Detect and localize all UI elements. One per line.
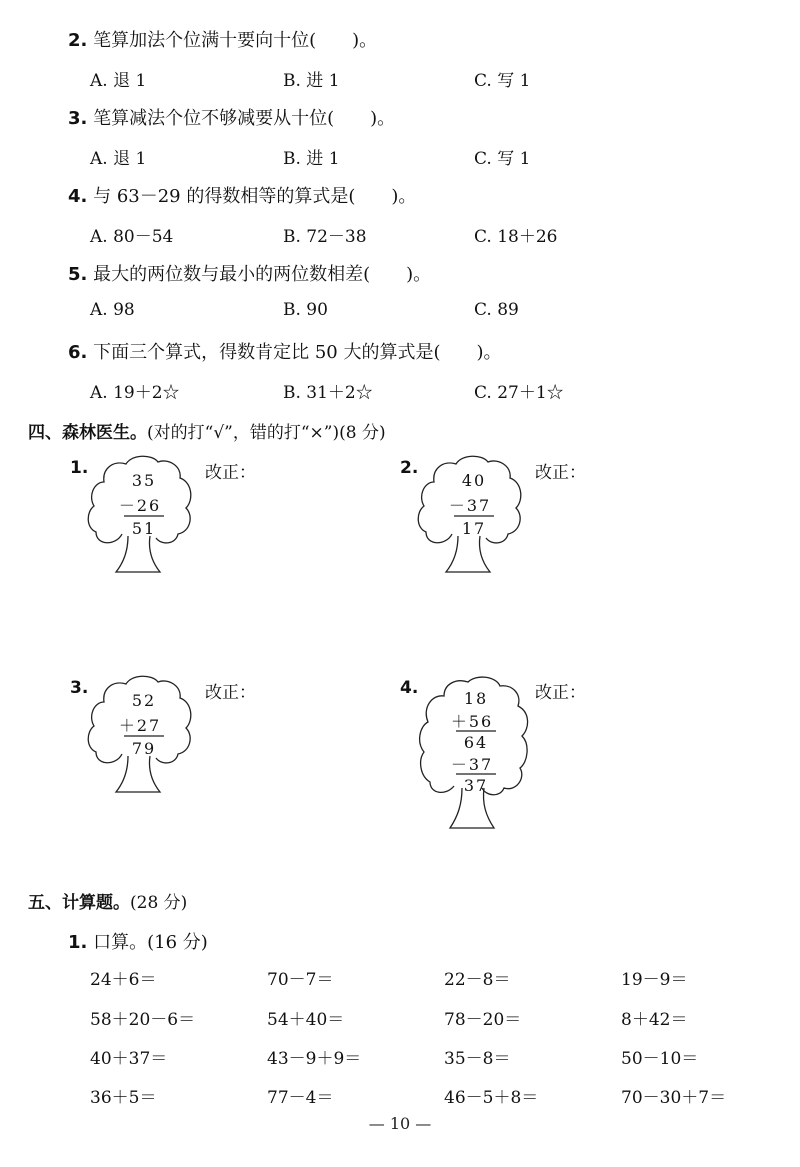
question-text: 最大的两位数与最小的两位数相差( )。	[93, 264, 432, 285]
oral-calc-item[interactable]: 35－8＝	[444, 1049, 511, 1069]
question-number: 5.	[68, 264, 88, 285]
tree-number: 3.	[70, 678, 89, 698]
calc-line: 37	[463, 776, 489, 795]
option-c[interactable]: C. 写 1	[474, 149, 531, 169]
oral-calc-item[interactable]: 50－10＝	[621, 1049, 699, 1069]
option-b[interactable]: B. 进 1	[283, 71, 340, 91]
calc-line: 18	[463, 689, 489, 708]
tree-trunk	[116, 536, 160, 572]
oral-calc-item[interactable]: 70－7＝	[267, 970, 334, 990]
question-number: 3.	[68, 108, 88, 129]
section-note: (对的打“√”，错的打“×”)(8 分)	[147, 423, 386, 443]
tree-number: 4.	[400, 678, 419, 698]
question-number: 2.	[68, 30, 88, 51]
subsection-number: 1.	[68, 932, 88, 953]
calc-line: 51	[131, 519, 157, 538]
section-score: (28 分)	[130, 893, 188, 913]
correction-label: 改正：	[535, 463, 586, 483]
page-number: — 10 —	[368, 1114, 432, 1133]
calc-line: 79	[131, 739, 157, 758]
tree-1-illustration	[86, 452, 198, 578]
oral-calc-item[interactable]: 24＋6＝	[90, 970, 157, 990]
option-c[interactable]: C. 18＋26	[474, 227, 558, 247]
question-text: 下面三个算式，得数肯定比 50 大的算式是( )。	[93, 342, 502, 363]
tree-number: 1.	[70, 458, 89, 478]
oral-calc-item[interactable]: 8＋42＝	[621, 1010, 688, 1030]
oral-calc-item[interactable]: 46－5＋8＝	[444, 1088, 539, 1108]
question-text: 笔算减法个位不够减要从十位( )。	[93, 108, 396, 129]
option-b[interactable]: B. 31＋2☆	[283, 383, 373, 403]
oral-calc-item[interactable]: 22－8＝	[444, 970, 511, 990]
oral-calc-item[interactable]: 58＋20－6＝	[90, 1010, 196, 1030]
tree-2-illustration	[416, 452, 528, 578]
oral-calc-item[interactable]: 19－9＝	[621, 970, 688, 990]
option-a[interactable]: A. 80－54	[90, 227, 174, 247]
section-5-heading	[28, 888, 187, 913]
oral-calc-item[interactable]: 54＋40＝	[267, 1010, 345, 1030]
tree-trunk	[116, 756, 160, 792]
option-c[interactable]: C. 27＋1☆	[474, 383, 564, 403]
question-number: 4.	[68, 186, 88, 207]
tree-3-illustration	[86, 672, 198, 798]
question-number: 6.	[68, 342, 88, 363]
subsection-oral-calc	[68, 928, 208, 954]
calc-line: －26	[118, 496, 162, 515]
oral-calc-item[interactable]: 78－20＝	[444, 1010, 522, 1030]
oral-calc-item[interactable]: 40＋37＝	[90, 1049, 168, 1069]
tree-trunk	[446, 536, 490, 572]
calc-line: 17	[461, 519, 487, 538]
oral-calc-item[interactable]: 77－4＝	[267, 1088, 334, 1108]
section-title: 五、计算题。	[28, 893, 130, 913]
option-a[interactable]: A. 退 1	[90, 71, 147, 91]
section-title: 四、森林医生。	[28, 423, 147, 443]
tree-number: 2.	[400, 458, 419, 478]
calc-line: 35	[131, 471, 157, 490]
question-text: 笔算加法个位满十要向十位( )。	[93, 30, 378, 51]
subsection-title: 口算。(16 分)	[93, 932, 208, 953]
option-a[interactable]: A. 退 1	[90, 149, 147, 169]
calc-line: －37	[450, 755, 494, 774]
calc-line: 52	[131, 691, 157, 710]
oral-calc-item[interactable]: 36＋5＝	[90, 1088, 157, 1108]
oral-calc-item[interactable]: 43－9＋9＝	[267, 1049, 362, 1069]
oral-calc-item[interactable]: 70－30＋7＝	[621, 1088, 727, 1108]
calc-line: ＋27	[118, 716, 162, 735]
option-b[interactable]: B. 72－38	[283, 227, 367, 247]
calc-line: ＋56	[450, 712, 494, 731]
section-4-heading	[28, 418, 386, 443]
option-c[interactable]: C. 写 1	[474, 71, 531, 91]
correction-label: 改正：	[535, 683, 586, 703]
question-text: 与 63－29 的得数相等的算式是( )。	[93, 186, 417, 207]
option-b[interactable]: B. 90	[283, 300, 328, 320]
option-b[interactable]: B. 进 1	[283, 149, 340, 169]
calc-line: 64	[463, 733, 489, 752]
option-a[interactable]: A. 19＋2☆	[90, 383, 180, 403]
correction-label: 改正：	[205, 683, 256, 703]
option-c[interactable]: C. 89	[474, 300, 519, 320]
tree-4-illustration	[416, 674, 536, 834]
option-a[interactable]: A. 98	[90, 300, 135, 320]
calc-line: 40	[461, 471, 487, 490]
correction-label: 改正：	[205, 463, 256, 483]
calc-line: －37	[448, 496, 492, 515]
